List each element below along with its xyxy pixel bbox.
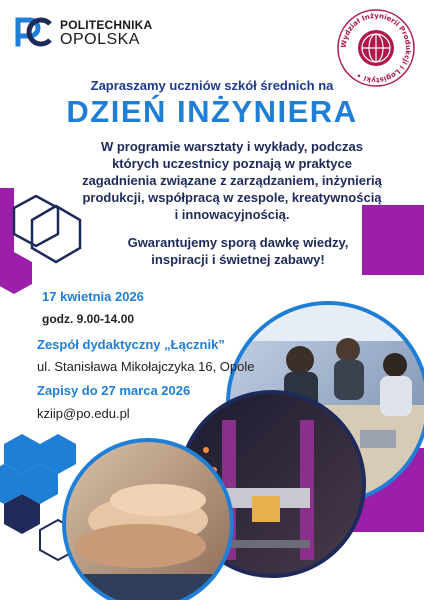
- guarantee-line: Gwarantujemy sporą dawkę wiedzy,: [127, 235, 349, 250]
- description-line: W programie warsztaty i wykłady, podczas: [100, 139, 363, 154]
- event-hours: godz. 9.00-14.00: [42, 312, 135, 326]
- event-date: 17 kwietnia 2026: [42, 289, 144, 304]
- logo-line-1: POLITECHNIKA: [60, 18, 153, 32]
- description-line: których uczestnicy poznają w praktyce: [112, 156, 352, 171]
- description-line: i innowacyjnością.: [174, 207, 290, 222]
- hexagon-magenta: [0, 252, 32, 294]
- event-description: [74, 138, 390, 223]
- event-title: DZIEŃ INŻYNIERA: [66, 94, 358, 129]
- intro-line: Zapraszamy uczniów szkół średnich na: [90, 78, 334, 93]
- hexagon-outline: [14, 196, 58, 246]
- po-logo-mark-icon: [14, 14, 54, 48]
- svg-text:Wydział Inżynierii Produkcji i: Wydział Inżynierii Produkcji i Logistyki •: [339, 11, 413, 85]
- event-guarantee: [80, 234, 396, 268]
- logo-line-2: OPOLSKA: [60, 31, 140, 48]
- contact-email[interactable]: kziip@po.edu.pl: [37, 406, 130, 421]
- event-venue: Zespół dydaktyczny „Łącznik”: [37, 337, 225, 352]
- faculty-seal-logo: [336, 8, 416, 88]
- description-line: produkcji, współpracą w zespole, kreatywnością: [82, 190, 382, 205]
- event-address: ul. Stanisława Mikołajczyka 16, Opole: [37, 359, 255, 374]
- guarantee-line: inspiracji i świetnej zabawy!: [151, 252, 325, 267]
- signup-deadline: Zapisy do 27 marca 2026: [37, 383, 191, 398]
- description-line: zagadnienia związane z zarządzaniem, inżynierią: [82, 173, 382, 188]
- politechnika-opolska-logo: [14, 10, 154, 50]
